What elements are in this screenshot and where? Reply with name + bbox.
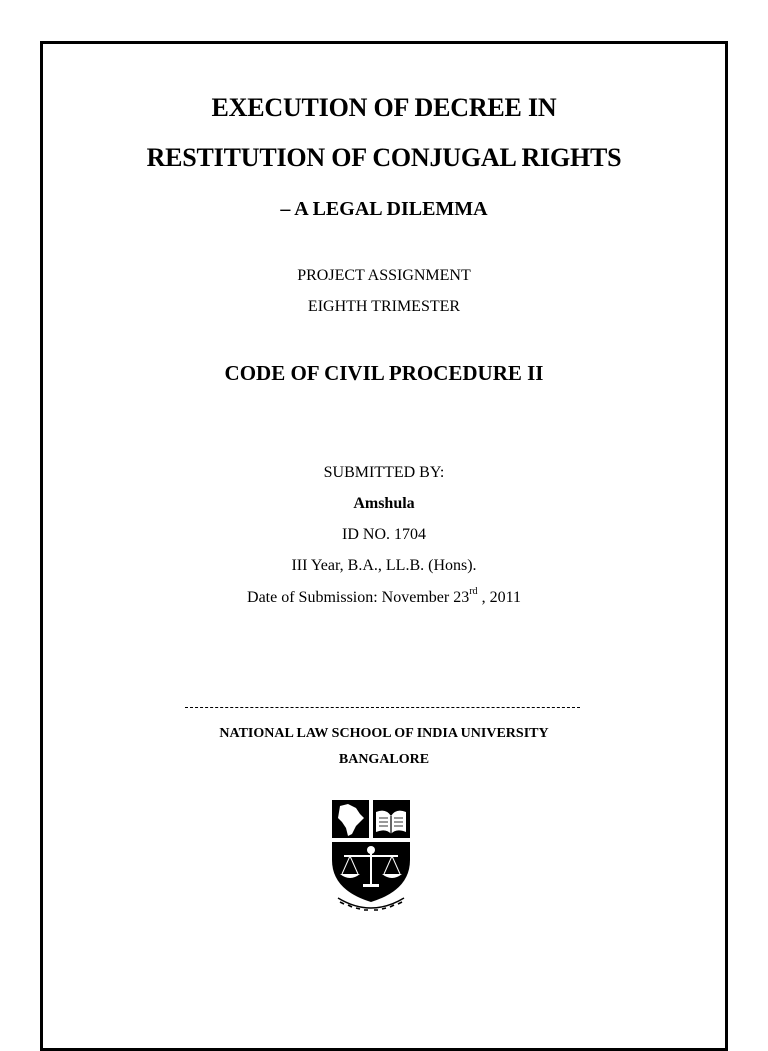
university-emblem: [330, 798, 412, 914]
course-title: CODE OF CIVIL PROCEDURE II: [224, 361, 544, 385]
title-line-1: EXECUTION OF DECREE IN: [211, 93, 557, 122]
id-number: ID NO. 1704: [342, 526, 426, 543]
subtitle: – A LEGAL DILEMMA: [280, 198, 488, 220]
submission-date-year: , 2011: [477, 589, 521, 606]
submission-date: [0, 585, 768, 607]
trimester-label: EIGHTH TRIMESTER: [307, 298, 461, 315]
submitted-by-label: SUBMITTED BY:: [323, 464, 445, 481]
title-line-2: RESTITUTION OF CONJUGAL RIGHTS: [146, 143, 622, 172]
assignment-label: PROJECT ASSIGNMENT: [297, 267, 471, 284]
submission-date-ordinal: rd: [469, 585, 478, 597]
submission-date-label: Date of Submission: November 23: [247, 589, 470, 606]
year-course: III Year, B.A., LL.B. (Hons).: [291, 557, 477, 574]
emblem-divider: [369, 800, 373, 840]
author-name: Amshula: [353, 495, 415, 512]
divider-line: [185, 707, 580, 708]
institution-name: NATIONAL LAW SCHOOL OF INDIA UNIVERSITY: [219, 726, 549, 741]
institution-city: BANGALORE: [338, 752, 430, 767]
